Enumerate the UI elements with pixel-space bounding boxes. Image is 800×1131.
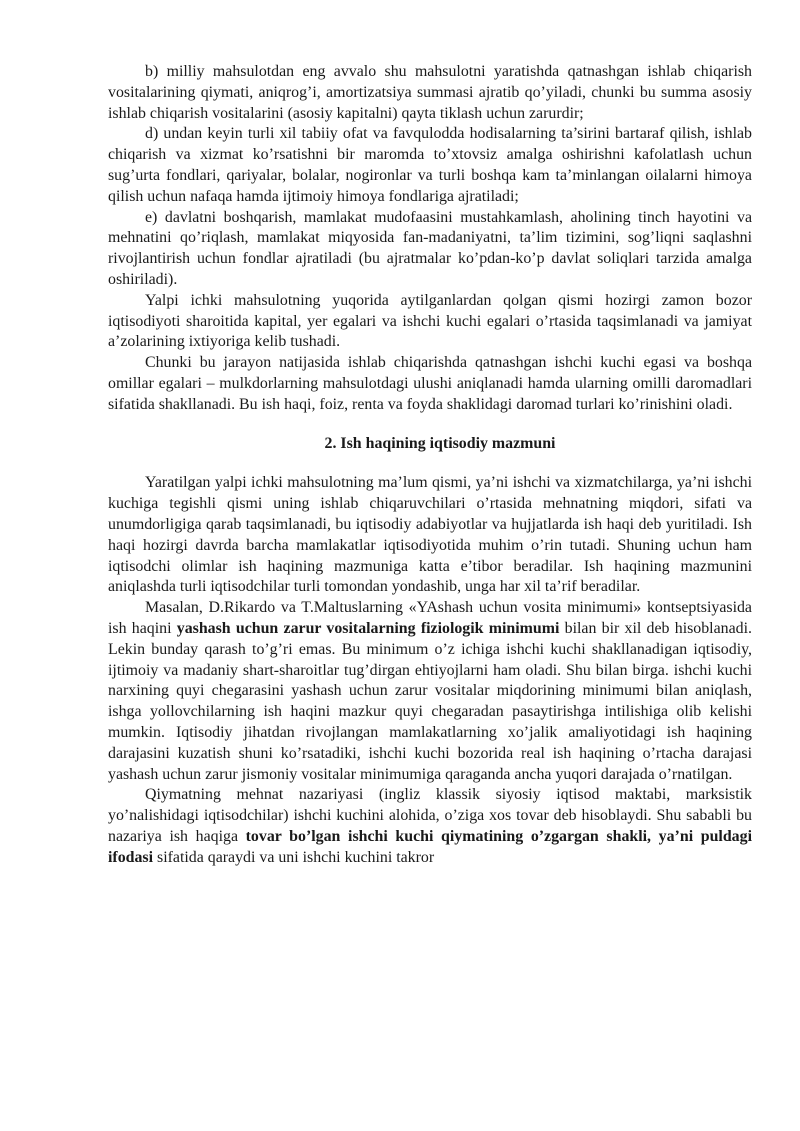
paragraph-text: Masalan, D.Rikardo va T.Maltuslarning «YAshash uchun vosita minimumi» kontseptsiyasida ish haqini (108, 599, 752, 637)
paragraph-item-e: e) davlatni boshqarish, mamlakat mudofaasini mustahkamlash, aholining tinch hayotini va mehnatini qo’riqlash, mamlakat miqyosida fan-madaniyatni, ta’lim tizimini, sog’liqni saqlashni rivojlantirish uchun fondlar ajratiladi (bu ajratmalar ko’pdan-ko’p davlat soliqlari tarzida amalga oshiriladi). (108, 208, 752, 288)
paragraph-ricardo-malthus (108, 598, 752, 785)
paragraph-wage-intro: Yaratilgan yalpi ichki mahsulotning ma’lum qismi, ya’ni ishchi va xizmatchilarga, ya’ni ishchi kuchiga tegishli qismi uning ishlab chiqaruvchilari o’rtasida mehnatning miqdori, sifati va unumdorligiga qarab taqsimlanadi, bu iqtisodiy adabiyotlar va hujjatlarda ish haqi deb yuritiladi. Ish haqi hozirgi davrda barcha mamlakatlar iqtisodiyotida muhim o’rin tutadi. Shuning uchun ham iqtisodchi olimlar ish haqining mazmuniga katta e’tibor beradilar. Ish haqining mazmunini aniqlashda turli iqtisodchilar turli tomondan yondashib, unga har xil ta’rif beradilar. (108, 474, 752, 596)
paragraph-text: Qiymatning mehnat nazariyasi (ingliz klassik siyosiy iqtisod maktabi, marksistik yo’nalishidagi iqtisodchilar) ishchi kuchini alohida, o’ziga xos tovar deb hisoblaydi. Shu sababli bu nazariya ish haqiga (108, 786, 752, 845)
paragraph-item-d: d) undan keyin turli xil tabiiy ofat va favqulodda hodisalarning ta’sirini bartaraf qilish, ishlab chiqarish va xizmat ko’rsatishni bir maromda to’xtovsiz amalga oshirishni kafolatlash uchun sug’urta fondlari, qariyalar, bolalar, nogironlar va turli boshqa kam ta’minlangan oilalarni himoya qilish uchun nafaqa hamda ijtimoiy himoya fondlariga ajratiladi; (108, 125, 752, 205)
section-heading: 2. Ish haqining iqtisodiy mazmuni (324, 434, 556, 452)
paragraph-factor-income: Chunki bu jarayon natijasida ishlab chiqarishda qatnashgan ishchi kuchi egasi va boshqa omillar egalari – mulkdorlarning mahsulotdagi ulushi aniqlanadi hamda ularning omilli daromadlari sifatida shakllanadi. Bu ish haqi, foiz, renta va foyda shaklidagi daromad turlari ko’rinishini oladi. (108, 354, 752, 413)
document-page (108, 62, 752, 868)
paragraph-item-b: b) milliy mahsulotdan eng avvalo shu mahsulotni yaratishda qatnashgan ishlab chiqarish vositalarining qiymati, aniqrog’i, amortizatsiya summasi ajratib qo’yiladi, chunki bu summa asosiy ishlab chiqarish vositalarini (asosiy kapitalni) qayta tiklash uchun zarurdir; (108, 63, 752, 122)
emphasis-text: tovar bo’lgan ishchi kuchi qiymatining o’zgargan shakli, ya’ni puldagi ifodasi (108, 827, 752, 866)
emphasis-text: yashash uchun zarur vositalarning fiziologik minimumi (176, 619, 560, 637)
paragraph-labor-value-theory (108, 785, 752, 868)
paragraph-text: bilan bir xil deb hisoblanadi. Lekin bunday qarash to’g’ri emas. Bu minimum o’z ichiga ishchi kuchi shakllanadigan iqtisodiy, ijtimoiy va madaniy shart-sharoitlar tug’dirgan ehtiyojlarni ham oladi. Shu bilan birga. ishchi kuchi narxining quyi chegarasini yashash uchun zarur vositalar miqdorining minimumi bilan aniqlash, ishga yollovchilarning ish haqini mazkur quyi chegaradan pasaytirishga intilishiga olib kelishi mumkin. Iqtisodiy jihatdan rivojlangan mamlakatlarning xo’jalik amaliyotidagi ish haqining darajasini kuzatish shuni ko’rsatadiki, ishchi kuchi bozorida real ish haqining o’rtacha darajasi yashash uchun zarur jismoniy vositalar minimumiga qaraganda ancha yuqori darajada o’rnatilgan. (108, 619, 752, 783)
paragraph-text: sifatida qaraydi va uni ishchi kuchini takror (153, 848, 435, 866)
paragraph-gdp-distribution: Yalpi ichki mahsulotning yuqorida aytilganlardan qolgan qismi hozirgi zamon bozor iqtisodiyoti sharoitida kapital, yer egalari va ishchi kuchi egalari o’rtasida taqsimlanadi va jamiyat a’zolarining ixtiyoriga kelib tushadi. (108, 291, 752, 351)
